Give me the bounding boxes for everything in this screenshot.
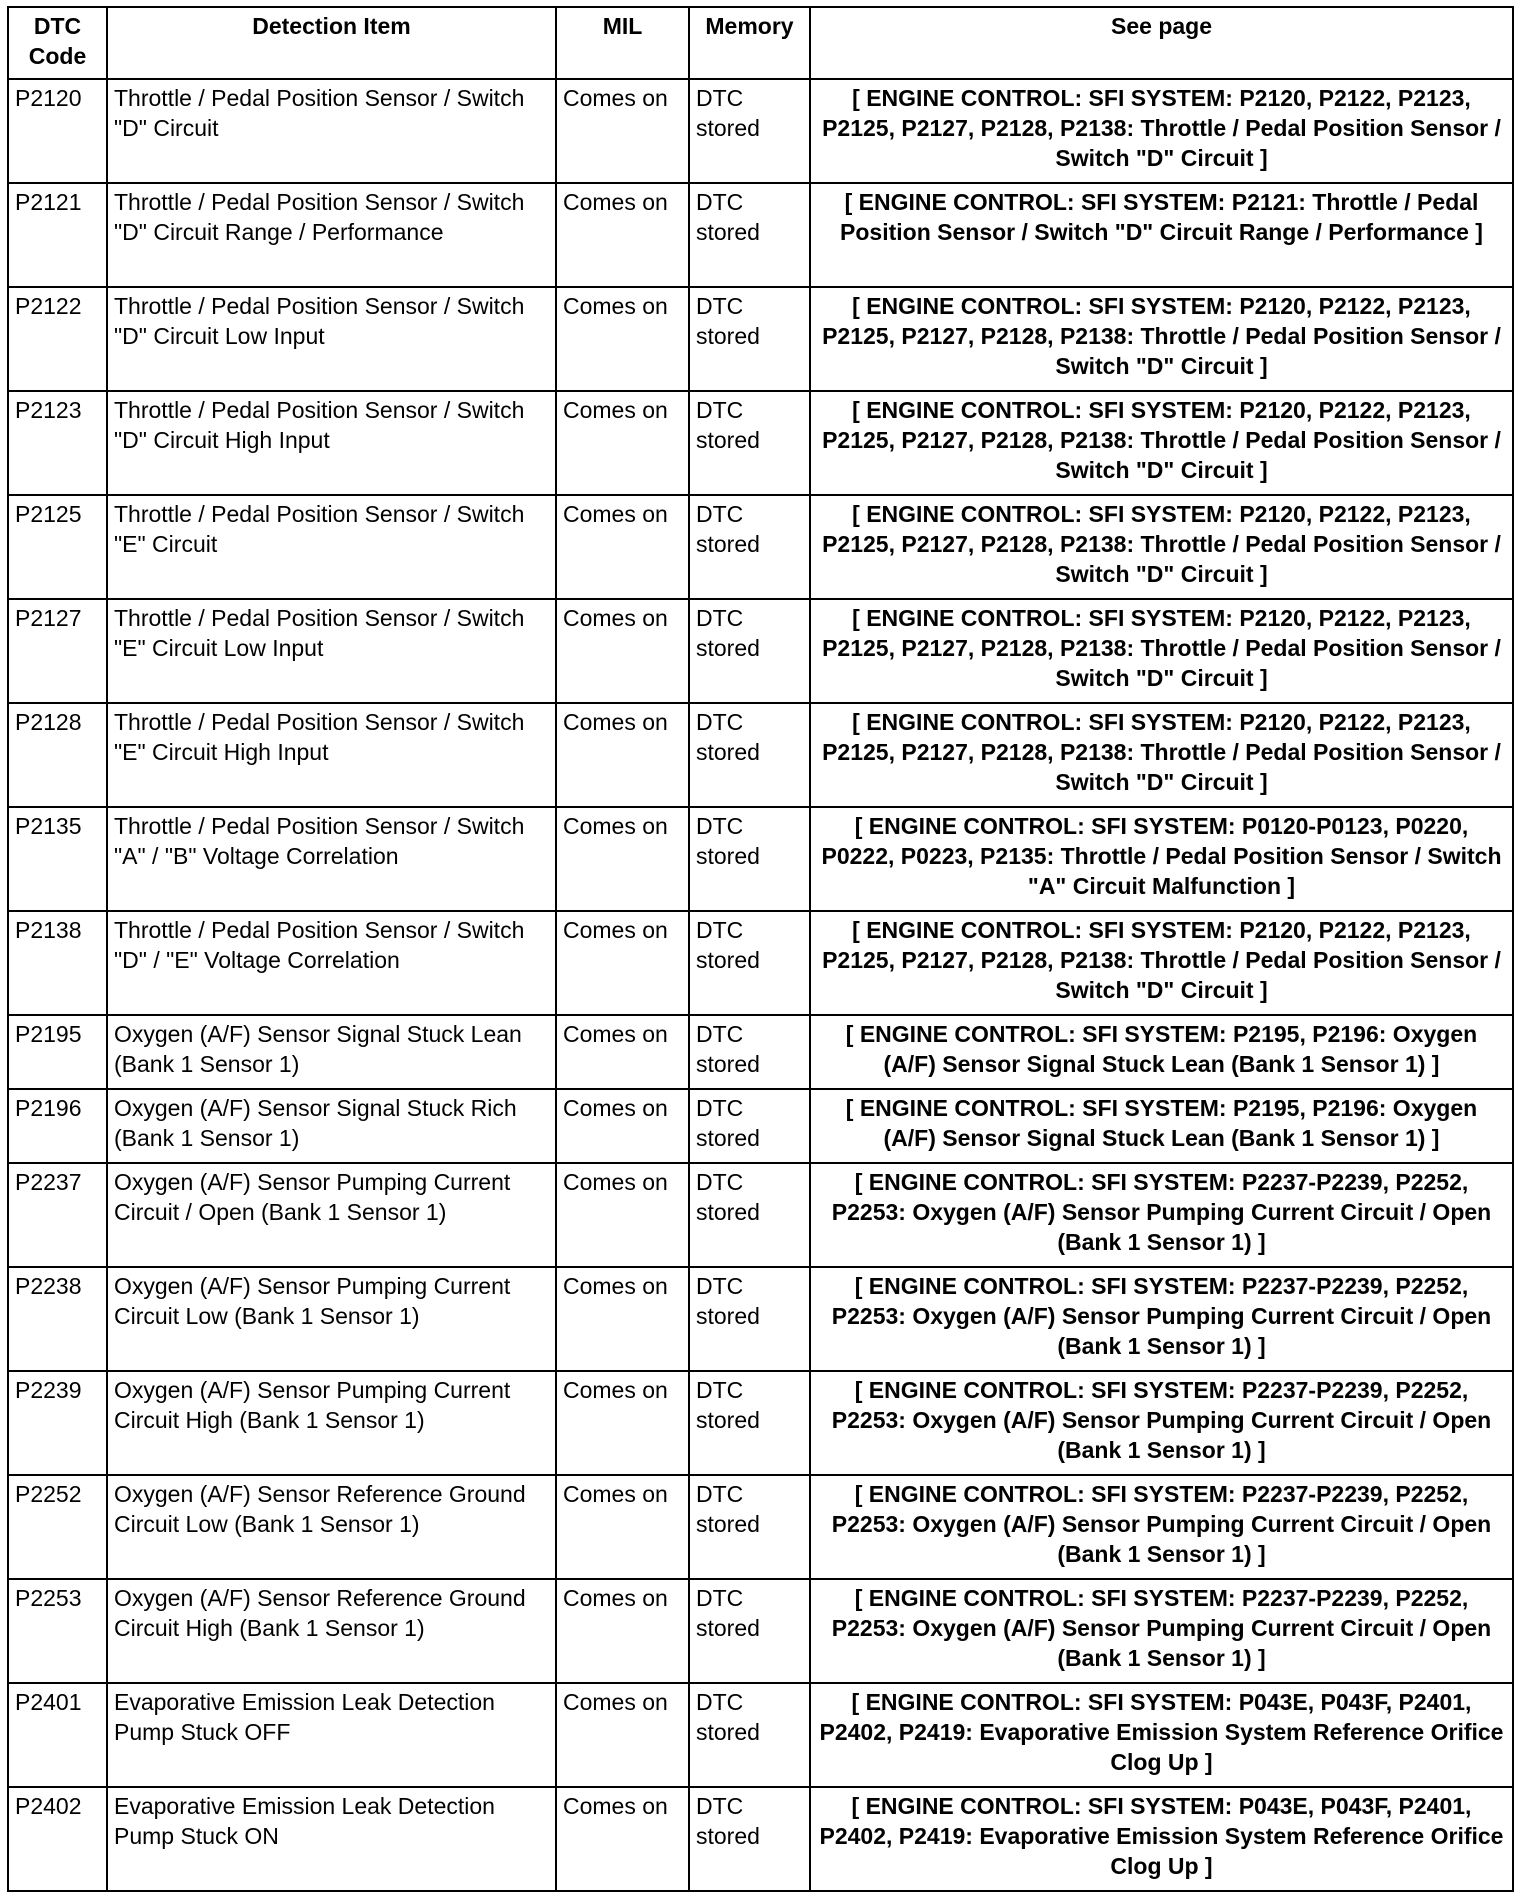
mil-cell: Comes on (556, 1683, 689, 1787)
see-page-link[interactable]: [ ENGINE CONTROL: SFI SYSTEM: P2120, P2122, P2123, P2125, P2127, P2128, P2138: Throttle / Pedal Position Sensor / Switch "D" Circuit ] (810, 703, 1513, 807)
detection-item-cell: Oxygen (A/F) Sensor Pumping Current Circuit Low (Bank 1 Sensor 1) (107, 1267, 556, 1371)
detection-item-cell: Throttle / Pedal Position Sensor / Switch "E" Circuit (107, 495, 556, 599)
mil-cell: Comes on (556, 1015, 689, 1089)
memory-cell: DTC stored (689, 495, 810, 599)
memory-cell: DTC stored (689, 911, 810, 1015)
table-row (8, 495, 1513, 599)
table-row (8, 599, 1513, 703)
detection-item-cell: Throttle / Pedal Position Sensor / Switch "D" / "E" Voltage Correlation (107, 911, 556, 1015)
mil-cell: Comes on (556, 1787, 689, 1891)
table-row (8, 1683, 1513, 1787)
detection-item-cell: Oxygen (A/F) Sensor Reference Ground Circuit Low (Bank 1 Sensor 1) (107, 1475, 556, 1579)
detection-item-cell: Throttle / Pedal Position Sensor / Switch "D" Circuit (107, 79, 556, 183)
table-row (8, 703, 1513, 807)
memory-cell: DTC stored (689, 287, 810, 391)
detection-item-cell: Throttle / Pedal Position Sensor / Switch "E" Circuit High Input (107, 703, 556, 807)
see-page-link[interactable]: [ ENGINE CONTROL: SFI SYSTEM: P2195, P2196: Oxygen (A/F) Sensor Signal Stuck Lean (Bank 1 Sensor 1) ] (810, 1015, 1513, 1089)
dtc-code-cell: P2196 (8, 1089, 107, 1163)
mil-cell: Comes on (556, 1089, 689, 1163)
header-detection-item: Detection Item (107, 7, 556, 79)
table-row (8, 287, 1513, 391)
dtc-code-cell: P2127 (8, 599, 107, 703)
see-page-link[interactable]: [ ENGINE CONTROL: SFI SYSTEM: P2120, P2122, P2123, P2125, P2127, P2128, P2138: Throttle / Pedal Position Sensor / Switch "D" Circuit ] (810, 79, 1513, 183)
memory-cell: DTC stored (689, 1579, 810, 1683)
table-row (8, 911, 1513, 1015)
detection-item-cell: Evaporative Emission Leak Detection Pump Stuck OFF (107, 1683, 556, 1787)
see-page-link[interactable]: [ ENGINE CONTROL: SFI SYSTEM: P0120-P0123, P0220, P0222, P0223, P2135: Throttle / Pedal Position Sensor / Switch "A" Circuit Malfunction ] (810, 807, 1513, 911)
see-page-link[interactable]: [ ENGINE CONTROL: SFI SYSTEM: P2120, P2122, P2123, P2125, P2127, P2128, P2138: Throttle / Pedal Position Sensor / Switch "D" Circuit ] (810, 287, 1513, 391)
see-page-link[interactable]: [ ENGINE CONTROL: SFI SYSTEM: P043E, P043F, P2401, P2402, P2419: Evaporative Emission System Reference Orifice Clog Up ] (810, 1787, 1513, 1891)
dtc-code-cell: P2125 (8, 495, 107, 599)
table-row (8, 1371, 1513, 1475)
mil-cell: Comes on (556, 1371, 689, 1475)
memory-cell: DTC stored (689, 1683, 810, 1787)
memory-cell: DTC stored (689, 1089, 810, 1163)
table-row (8, 1787, 1513, 1891)
dtc-code-cell: P2402 (8, 1787, 107, 1891)
mil-cell: Comes on (556, 1267, 689, 1371)
table-row (8, 1015, 1513, 1089)
see-page-link[interactable]: [ ENGINE CONTROL: SFI SYSTEM: P2237-P2239, P2252, P2253: Oxygen (A/F) Sensor Pumping Current Circuit / Open (Bank 1 Sensor 1) ] (810, 1267, 1513, 1371)
mil-cell: Comes on (556, 1475, 689, 1579)
memory-cell: DTC stored (689, 1163, 810, 1267)
memory-cell: DTC stored (689, 1475, 810, 1579)
dtc-code-cell: P2122 (8, 287, 107, 391)
dtc-code-cell: P2238 (8, 1267, 107, 1371)
see-page-link[interactable]: [ ENGINE CONTROL: SFI SYSTEM: P2237-P2239, P2252, P2253: Oxygen (A/F) Sensor Pumping Current Circuit / Open (Bank 1 Sensor 1) ] (810, 1475, 1513, 1579)
mil-cell: Comes on (556, 599, 689, 703)
see-page-link[interactable]: [ ENGINE CONTROL: SFI SYSTEM: P2195, P2196: Oxygen (A/F) Sensor Signal Stuck Lean (Bank 1 Sensor 1) ] (810, 1089, 1513, 1163)
table-header-row (8, 7, 1513, 79)
memory-cell: DTC stored (689, 1015, 810, 1089)
dtc-code-cell: P2237 (8, 1163, 107, 1267)
detection-item-cell: Throttle / Pedal Position Sensor / Switch "D" Circuit Range / Performance (107, 183, 556, 287)
mil-cell: Comes on (556, 79, 689, 183)
detection-item-cell: Oxygen (A/F) Sensor Signal Stuck Lean (Bank 1 Sensor 1) (107, 1015, 556, 1089)
table-row (8, 1579, 1513, 1683)
dtc-code-cell: P2128 (8, 703, 107, 807)
table-row (8, 391, 1513, 495)
dtc-code-cell: P2253 (8, 1579, 107, 1683)
memory-cell: DTC stored (689, 183, 810, 287)
mil-cell: Comes on (556, 1579, 689, 1683)
detection-item-cell: Throttle / Pedal Position Sensor / Switch "D" Circuit Low Input (107, 287, 556, 391)
see-page-link[interactable]: [ ENGINE CONTROL: SFI SYSTEM: P2237-P2239, P2252, P2253: Oxygen (A/F) Sensor Pumping Current Circuit / Open (Bank 1 Sensor 1) ] (810, 1579, 1513, 1683)
mil-cell: Comes on (556, 495, 689, 599)
dtc-code-cell: P2120 (8, 79, 107, 183)
mil-cell: Comes on (556, 183, 689, 287)
memory-cell: DTC stored (689, 391, 810, 495)
mil-cell: Comes on (556, 1163, 689, 1267)
see-page-link[interactable]: [ ENGINE CONTROL: SFI SYSTEM: P2120, P2122, P2123, P2125, P2127, P2128, P2138: Throttle / Pedal Position Sensor / Switch "D" Circuit ] (810, 911, 1513, 1015)
mil-cell: Comes on (556, 703, 689, 807)
detection-item-cell: Throttle / Pedal Position Sensor / Switch "D" Circuit High Input (107, 391, 556, 495)
dtc-code-cell: P2252 (8, 1475, 107, 1579)
dtc-code-cell: P2123 (8, 391, 107, 495)
mil-cell: Comes on (556, 391, 689, 495)
table-row (8, 807, 1513, 911)
dtc-code-cell: P2195 (8, 1015, 107, 1089)
detection-item-cell: Evaporative Emission Leak Detection Pump Stuck ON (107, 1787, 556, 1891)
detection-item-cell: Oxygen (A/F) Sensor Reference Ground Circuit High (Bank 1 Sensor 1) (107, 1579, 556, 1683)
header-see-page: See page (810, 7, 1513, 79)
see-page-link[interactable]: [ ENGINE CONTROL: SFI SYSTEM: P2237-P2239, P2252, P2253: Oxygen (A/F) Sensor Pumping Current Circuit / Open (Bank 1 Sensor 1) ] (810, 1371, 1513, 1475)
memory-cell: DTC stored (689, 807, 810, 911)
header-memory: Memory (689, 7, 810, 79)
memory-cell: DTC stored (689, 1787, 810, 1891)
memory-cell: DTC stored (689, 79, 810, 183)
memory-cell: DTC stored (689, 1267, 810, 1371)
dtc-code-cell: P2239 (8, 1371, 107, 1475)
see-page-link[interactable]: [ ENGINE CONTROL: SFI SYSTEM: P2121: Throttle / Pedal Position Sensor / Switch "D" Circuit Range / Performance ] (810, 183, 1513, 287)
detection-item-cell: Oxygen (A/F) Sensor Signal Stuck Rich (Bank 1 Sensor 1) (107, 1089, 556, 1163)
see-page-link[interactable]: [ ENGINE CONTROL: SFI SYSTEM: P2120, P2122, P2123, P2125, P2127, P2128, P2138: Throttle / Pedal Position Sensor / Switch "D" Circuit ] (810, 495, 1513, 599)
detection-item-cell: Throttle / Pedal Position Sensor / Switch "A" / "B" Voltage Correlation (107, 807, 556, 911)
mil-cell: Comes on (556, 807, 689, 911)
table-row (8, 1475, 1513, 1579)
dtc-table (7, 6, 1514, 1892)
detection-item-cell: Oxygen (A/F) Sensor Pumping Current Circuit / Open (Bank 1 Sensor 1) (107, 1163, 556, 1267)
table-row (8, 79, 1513, 183)
table-row (8, 1267, 1513, 1371)
detection-item-cell: Oxygen (A/F) Sensor Pumping Current Circuit High (Bank 1 Sensor 1) (107, 1371, 556, 1475)
detection-item-cell: Throttle / Pedal Position Sensor / Switch "E" Circuit Low Input (107, 599, 556, 703)
header-mil: MIL (556, 7, 689, 79)
see-page-link[interactable]: [ ENGINE CONTROL: SFI SYSTEM: P043E, P043F, P2401, P2402, P2419: Evaporative Emission System Reference Orifice Clog Up ] (810, 1683, 1513, 1787)
mil-cell: Comes on (556, 287, 689, 391)
table-row (8, 1089, 1513, 1163)
dtc-code-cell: P2121 (8, 183, 107, 287)
dtc-code-cell: P2138 (8, 911, 107, 1015)
header-dtc-code: DTC Code (8, 7, 107, 79)
see-page-link[interactable]: [ ENGINE CONTROL: SFI SYSTEM: P2120, P2122, P2123, P2125, P2127, P2128, P2138: Throttle / Pedal Position Sensor / Switch "D" Circuit ] (810, 599, 1513, 703)
dtc-code-cell: P2401 (8, 1683, 107, 1787)
mil-cell: Comes on (556, 911, 689, 1015)
memory-cell: DTC stored (689, 1371, 810, 1475)
dtc-code-cell: P2135 (8, 807, 107, 911)
memory-cell: DTC stored (689, 599, 810, 703)
table-row (8, 183, 1513, 287)
table-row (8, 1163, 1513, 1267)
memory-cell: DTC stored (689, 703, 810, 807)
see-page-link[interactable]: [ ENGINE CONTROL: SFI SYSTEM: P2120, P2122, P2123, P2125, P2127, P2128, P2138: Throttle / Pedal Position Sensor / Switch "D" Circuit ] (810, 391, 1513, 495)
see-page-link[interactable]: [ ENGINE CONTROL: SFI SYSTEM: P2237-P2239, P2252, P2253: Oxygen (A/F) Sensor Pumping Current Circuit / Open (Bank 1 Sensor 1) ] (810, 1163, 1513, 1267)
